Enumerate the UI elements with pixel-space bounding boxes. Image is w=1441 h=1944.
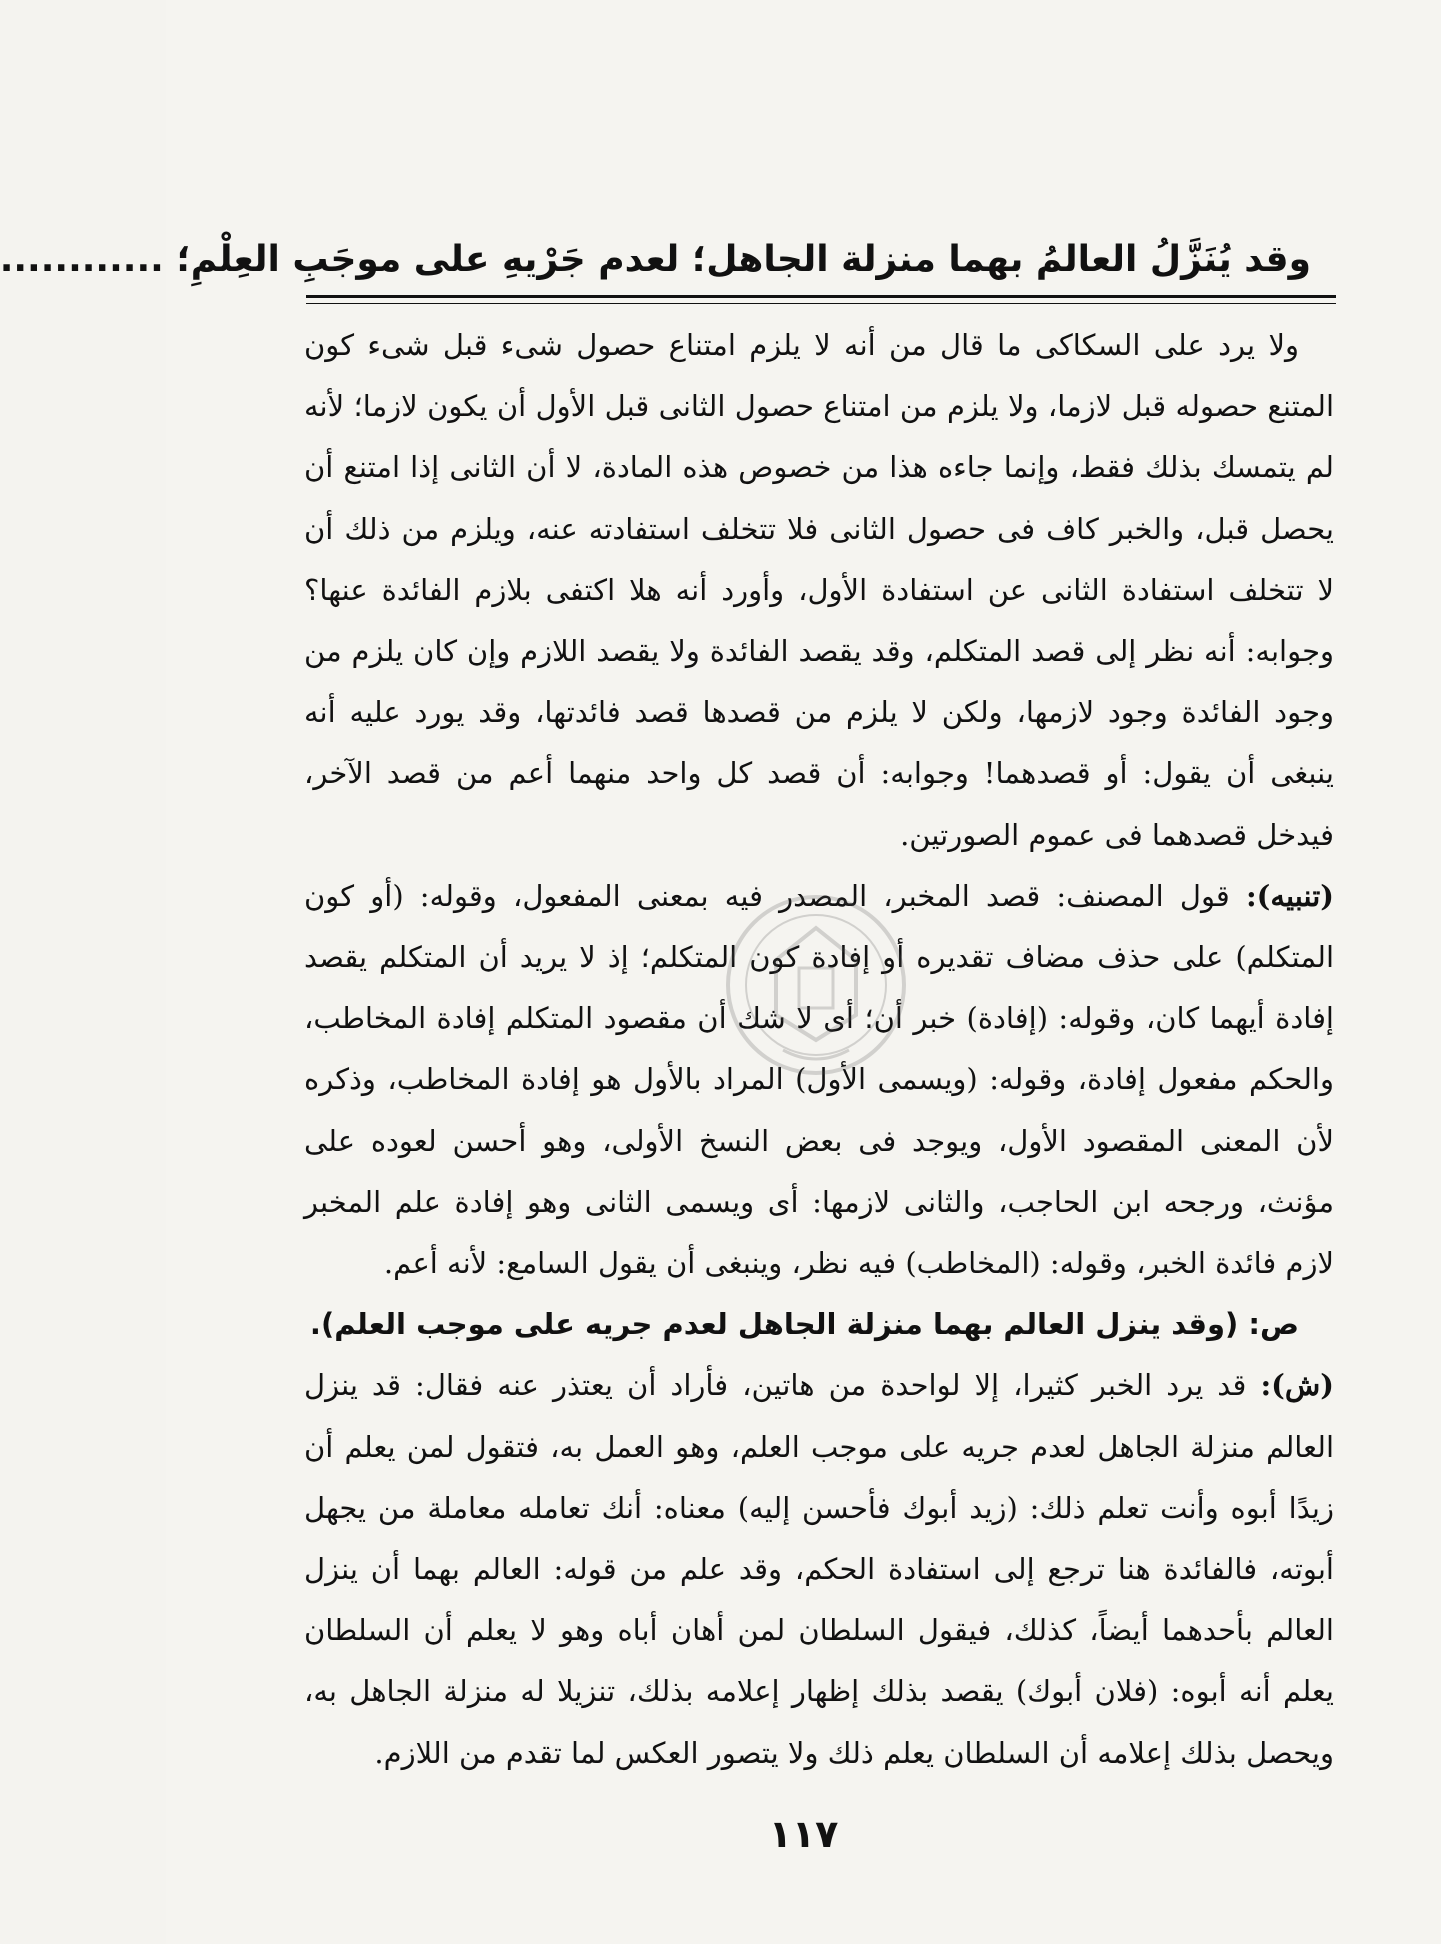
paragraph-4 xyxy=(304,1355,1334,1783)
running-header: وقد يُنَزَّلُ العالمُ بهما منزلة الجاهل؛ لعدم جَرْيهِ على موجَبِ العِلْمِ؛ ............ xyxy=(0,239,1311,280)
main-text xyxy=(304,315,1334,1784)
paragraph-1: ولا يرد على السكاكى ما قال من أنه لا يلزم امتناع حصول شىء قبل شىء كون المتنع حصوله قبل لازما، ولا يلزم من امتناع حصول الثانى قبل الأول أن يكون لازما؛ لأنه لم يتمسك بذلك فقط، وإنما جاءه هذا من خصوص هذه المادة، لا أن الثانى إذا امتنع أن يحصل قبل، والخبر كاف فى حصول الثانى فلا تتخلف استفادته عنه، ويلزم من ذلك أن لا تتخلف استفادة الثانى عن استفادة الأول، وأورد أنه هلا اكتفى بلازم الفائدة عنها؟ وجوابه: أنه نظر إلى قصد المتكلم، وقد يقصد الفائدة ولا يقصد اللازم وإن كان يلزم من وجود الفائدة وجود لازمها، ولكن لا يلزم من قصدها قصد فائدتها، وقد يورد عليه أنه ينبغى أن يقول: أو قصدهما! وجوابه: أن قصد كل واحد منهما أعم من قصد الآخر، فيدخل قصدهما فى عموم الصورتين. xyxy=(304,328,1334,852)
page-number: ١١٧ xyxy=(768,1812,839,1856)
paragraph-4-lead: (ش): xyxy=(1260,1368,1334,1403)
paragraph-2 xyxy=(304,866,1334,1294)
header-rule-thick xyxy=(306,295,1336,298)
paragraph-3-matn: ص: (وقد ينزل العالم بهما منزلة الجاهل لعدم جريه على موجب العلم). xyxy=(309,1307,1299,1342)
paragraph-4-text: قد يرد الخبر كثيرا، إلا لواحدة من هاتين، فأراد أن يعتذر عنه فقال: قد ينزل العالم منزلة الجاهل لعدم جريه على موجب العلم، وهو العمل به، فتقول لمن يعلم أن زيدًا أبوه وأنت تعلم ذلك: (زيد أبوك فأحسن إليه) معناه: أنك تعامله معاملة من يجهل أبوته، فالفائدة هنا ترجع إلى استفادة الحكم، وقد علم من قوله: العالم بهما أن ينزل العالم بأحدهما أيضاً، كذلك، فيقول السلطان لمن أهان أباه وهو لا يعلم أن السلطان يعلم أنه أبوه: (فلان أبوك) يقصد بذلك إظهار إعلامه بذلك، تنزيلا له منزلة الجاهل به، ويحصل بذلك إعلامه أن السلطان يعلم ذلك ولا يتصور العكس لما تقدم من اللازم. xyxy=(304,1368,1334,1770)
paragraph-2-text: قول المصنف: قصد المخبر، المصدر فيه بمعنى المفعول، وقوله: (أو كون المتكلم) على حذف مضاف تقديره أو إفادة كون المتكلم؛ إذ لا يريد أن المتكلم يقصد إفادة أيهما كان، وقوله: (إفادة) خبر أن؛ أى لا شك أن مقصود المتكلم إفادة المخاطب، والحكم مفعول إفادة، وقوله: (ويسمى الأول) المراد بالأول هو إفادة المخاطب، وذكره لأن المعنى المقصود الأول، ويوجد فى بعض النسخ الأولى، وهو أحسن لعوده على مؤنث، ورجحه ابن الحاجب، والثانى لازمها: أى ويسمى الثانى وهو إفادة علم المخبر لازم فائدة الخبر، وقوله: (المخاطب) فيه نظر، وينبغى أن يقول السامع: لأنه أعم. xyxy=(304,878,1334,1281)
header-rule-thin xyxy=(306,303,1336,304)
paragraph-2-lead: (تنبيه): xyxy=(1245,878,1334,913)
